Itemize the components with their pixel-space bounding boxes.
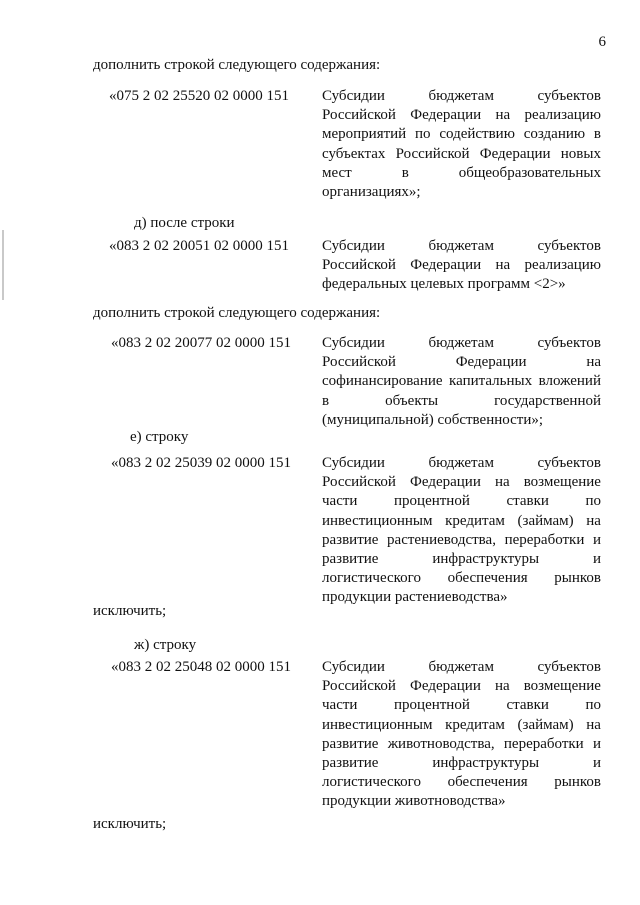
description-word: Субсидии xyxy=(322,88,385,104)
description-line xyxy=(322,716,601,735)
description-word: реализацию xyxy=(524,107,601,124)
description-word: и xyxy=(592,531,601,548)
exclude-line: исключить; xyxy=(93,816,167,832)
description-word: субъектов xyxy=(537,455,601,471)
description-word: ставки xyxy=(506,697,549,714)
description-word: инвестиционным xyxy=(322,716,433,733)
description-word: Федерации xyxy=(410,678,481,695)
description-line xyxy=(322,353,601,372)
description-line: (муниципальной) собственности»; xyxy=(322,411,544,428)
description-word: части xyxy=(322,493,358,510)
description-word: субъектов xyxy=(537,238,601,254)
description-word: софинансирование xyxy=(322,373,443,390)
description-word: логистического xyxy=(322,774,421,791)
description-word: содействию xyxy=(439,126,515,143)
description-word: объекты xyxy=(385,392,439,409)
description-line: продукции растениеводства» xyxy=(322,589,508,606)
description-word: субъектов xyxy=(537,88,601,104)
description-word: животноводства, xyxy=(387,735,495,752)
description-line xyxy=(322,512,601,531)
description-word: (займам) xyxy=(517,716,574,733)
description-word: развитие xyxy=(322,735,379,752)
description-word: Российской xyxy=(322,257,396,274)
description-word: капитальных xyxy=(449,373,533,390)
description-line xyxy=(322,735,601,754)
description-word: (займам) xyxy=(517,512,574,529)
description-word: Федерации xyxy=(410,474,481,491)
description-word: возмещение xyxy=(523,474,601,491)
description-word: Субсидии xyxy=(322,455,385,471)
description-word: и xyxy=(592,735,601,752)
entry-description xyxy=(322,334,601,430)
item-label: ж) строку xyxy=(134,637,197,653)
description-word: на xyxy=(586,354,601,371)
description-word: в xyxy=(322,392,330,409)
description-word: вложений xyxy=(538,373,601,390)
entry-description xyxy=(322,658,601,812)
supplement-line: дополнить строкой следующего содержания: xyxy=(93,305,381,321)
item-label: е) строку xyxy=(130,429,189,445)
description-word: переработки xyxy=(503,735,584,752)
exclude-line: исключить; xyxy=(93,603,167,619)
description-word: на xyxy=(494,678,510,695)
item-label: д) после строки xyxy=(134,215,235,231)
description-line xyxy=(322,550,601,569)
description-word: на xyxy=(586,716,601,733)
description-word: субъектов xyxy=(537,659,601,675)
page-number: 6 xyxy=(598,34,606,50)
description-line xyxy=(322,531,601,550)
description-word: Субсидии xyxy=(322,335,385,351)
description-word: Федерации xyxy=(479,145,551,162)
description-line xyxy=(322,696,601,715)
description-word: Субсидии xyxy=(322,659,385,675)
description-word: по xyxy=(585,697,601,714)
description-word: развитие xyxy=(322,754,379,771)
description-word: кредитам xyxy=(445,716,505,733)
description-word: возмещение xyxy=(523,678,601,695)
description-word: процентной xyxy=(394,493,470,510)
description-word: мест xyxy=(322,164,352,181)
description-line xyxy=(322,492,601,511)
description-word: ставки xyxy=(506,493,549,510)
description-line xyxy=(322,334,601,353)
description-word: и xyxy=(592,754,601,771)
description-word: Субсидии xyxy=(322,238,385,254)
description-line: федеральных целевых программ <2>» xyxy=(322,276,566,293)
description-word: по xyxy=(585,493,601,510)
entry-description xyxy=(322,454,601,608)
description-word: процентной xyxy=(394,697,470,714)
description-word: части xyxy=(322,697,358,714)
description-word: на xyxy=(495,257,511,274)
description-line: организациях»; xyxy=(322,183,421,200)
description-word: новых xyxy=(560,145,601,162)
description-line xyxy=(322,677,601,696)
description-word: субъектах xyxy=(322,145,386,162)
description-line xyxy=(322,237,601,256)
description-line xyxy=(322,372,601,391)
description-word: и xyxy=(592,550,601,567)
description-line xyxy=(322,106,601,125)
description-word: на xyxy=(495,107,511,124)
description-word: Российской xyxy=(322,678,396,695)
description-word: Федерации xyxy=(410,257,482,274)
budget-code: «083 2 02 25039 02 0000 151 xyxy=(111,455,291,471)
description-word: бюджетам xyxy=(428,455,494,471)
description-word: рынков xyxy=(554,774,601,791)
description-word: инфраструктуры xyxy=(432,754,540,771)
description-line xyxy=(322,773,601,792)
description-word: на xyxy=(494,474,510,491)
description-word: логистического xyxy=(322,570,421,587)
description-word: обеспечения xyxy=(447,570,528,587)
budget-code: «075 2 02 25520 02 0000 151 xyxy=(109,88,289,104)
description-line xyxy=(322,145,601,164)
description-line xyxy=(322,454,601,473)
description-word: реализацию xyxy=(524,257,601,274)
description-word: развитие xyxy=(322,531,379,548)
budget-code: «083 2 02 20051 02 0000 151 xyxy=(109,238,289,254)
description-word: Российской xyxy=(322,474,396,491)
description-word: развитие xyxy=(322,550,379,567)
description-word: инвестиционным xyxy=(322,512,433,529)
description-word: Российской xyxy=(322,107,396,124)
entry-description xyxy=(322,87,601,202)
description-line: продукции животноводства» xyxy=(322,793,506,810)
description-line xyxy=(322,658,601,677)
supplement-line: дополнить строкой следующего содержания: xyxy=(93,57,381,73)
description-word: растениеводства, xyxy=(387,531,496,548)
description-word: Российской xyxy=(395,145,470,162)
margin-mark xyxy=(2,230,4,300)
description-word: субъектов xyxy=(537,335,601,351)
description-word: по xyxy=(415,126,431,143)
description-word: в xyxy=(401,164,409,181)
entry-description xyxy=(322,237,601,295)
description-line xyxy=(322,87,601,106)
description-line xyxy=(322,473,601,492)
description-word: инфраструктуры xyxy=(432,550,540,567)
description-word: бюджетам xyxy=(428,335,494,351)
description-word: обеспечения xyxy=(447,774,528,791)
description-word: рынков xyxy=(554,570,601,587)
description-word: Федерации xyxy=(455,354,527,371)
budget-code: «083 2 02 25048 02 0000 151 xyxy=(111,659,291,675)
description-word: созданию xyxy=(523,126,586,143)
description-word: переработки xyxy=(504,531,585,548)
description-word: кредитам xyxy=(445,512,505,529)
description-line xyxy=(322,569,601,588)
description-word: общеобразовательных xyxy=(458,164,601,181)
description-word: Федерации xyxy=(410,107,482,124)
description-line xyxy=(322,754,601,773)
budget-code: «083 2 02 20077 02 0000 151 xyxy=(111,335,291,351)
description-line xyxy=(322,392,601,411)
description-line xyxy=(322,125,601,144)
description-word: мероприятий xyxy=(322,126,407,143)
description-line xyxy=(322,164,601,183)
description-word: государственной xyxy=(494,392,601,409)
description-word: в xyxy=(593,126,601,143)
description-word: бюджетам xyxy=(428,88,494,104)
description-word: бюджетам xyxy=(428,238,494,254)
description-word: бюджетам xyxy=(428,659,494,675)
description-word: Российской xyxy=(322,354,396,371)
description-word: на xyxy=(586,512,601,529)
description-line xyxy=(322,256,601,275)
